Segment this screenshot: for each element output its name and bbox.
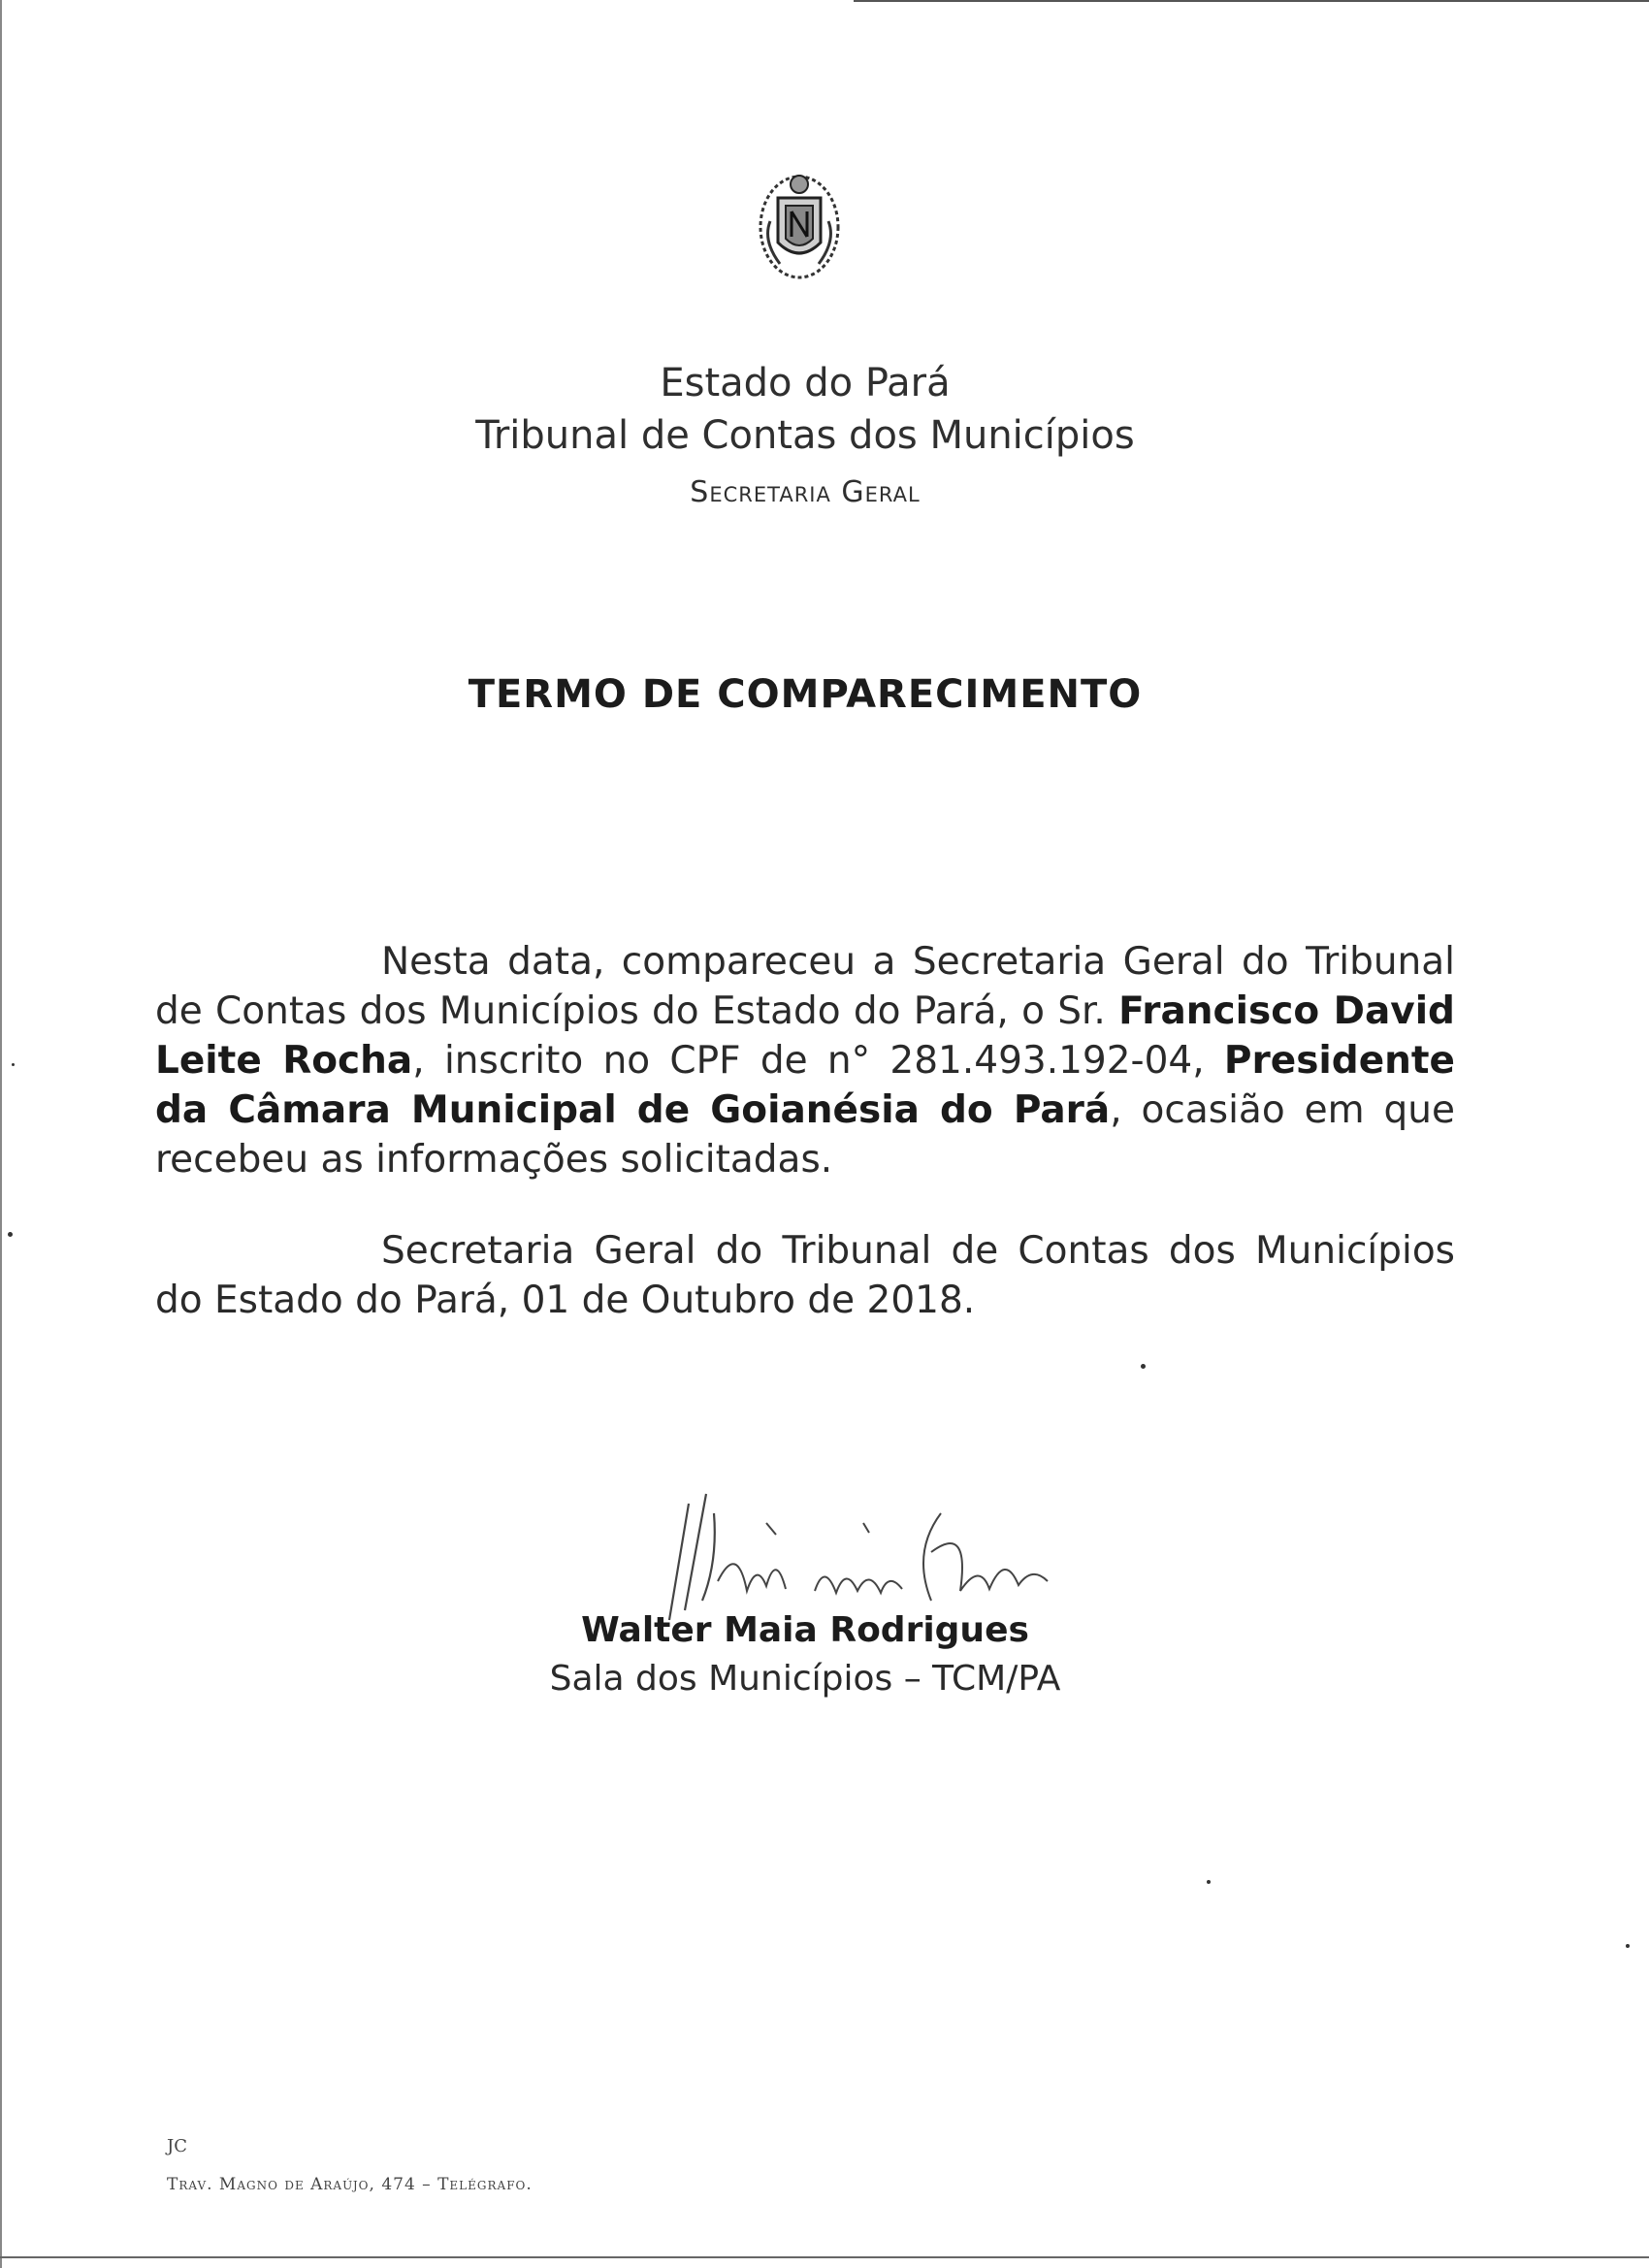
- p1-cpf: , inscrito no CPF de n° 281.493.192-04,: [412, 1039, 1224, 1083]
- footer-reference: JC: [167, 2136, 187, 2156]
- signatory-role: Sala dos Municípios – TCM/PA: [549, 1659, 1061, 1699]
- header-court: Tribunal de Contas dos Municípios: [475, 413, 1135, 458]
- p1-role: Presidente da Câmara Municipal de Goianésia do Pará: [155, 1039, 1455, 1132]
- p1-person-name: Francisco David Leite Rocha: [155, 989, 1455, 1083]
- footer-address: Trav. Magno de Araújo, 474 – Telégrafo.: [167, 2175, 533, 2194]
- scan-speck: [8, 1232, 13, 1237]
- scan-speck: [1626, 1944, 1630, 1948]
- header-state: Estado do Pará: [660, 361, 951, 405]
- coat-of-arms-seal: [751, 163, 848, 287]
- signatory-name: Walter Maia Rodrigues: [581, 1610, 1029, 1650]
- scan-speck: [1207, 1880, 1211, 1884]
- scan-edge-left: [0, 0, 2, 2268]
- p1-end: , ocasião em que recebeu as informações solicitadas.: [155, 1088, 1455, 1182]
- handwritten-signature: [621, 1484, 1067, 1630]
- scan-speck: [12, 1063, 15, 1066]
- scan-edge-top: [854, 0, 1649, 2]
- scan-speck: [1141, 1364, 1146, 1369]
- header-department: Secretaria Geral: [690, 475, 921, 509]
- body-paragraph-1: [155, 937, 1455, 1184]
- body-paragraph-2: Secretaria Geral do Tribunal de Contas dos Municípios do Estado do Pará, 01 de Outubro de 2018.: [155, 1229, 1455, 1322]
- scan-edge-bottom: [0, 2256, 1649, 2258]
- p1-intro: Nesta data, compareceu a Secretaria Geral do Tribunal de Contas dos Municípios do Estado do Pará, o Sr.: [155, 940, 1455, 1033]
- document-title: TERMO DE COMPARECIMENTO: [468, 672, 1143, 717]
